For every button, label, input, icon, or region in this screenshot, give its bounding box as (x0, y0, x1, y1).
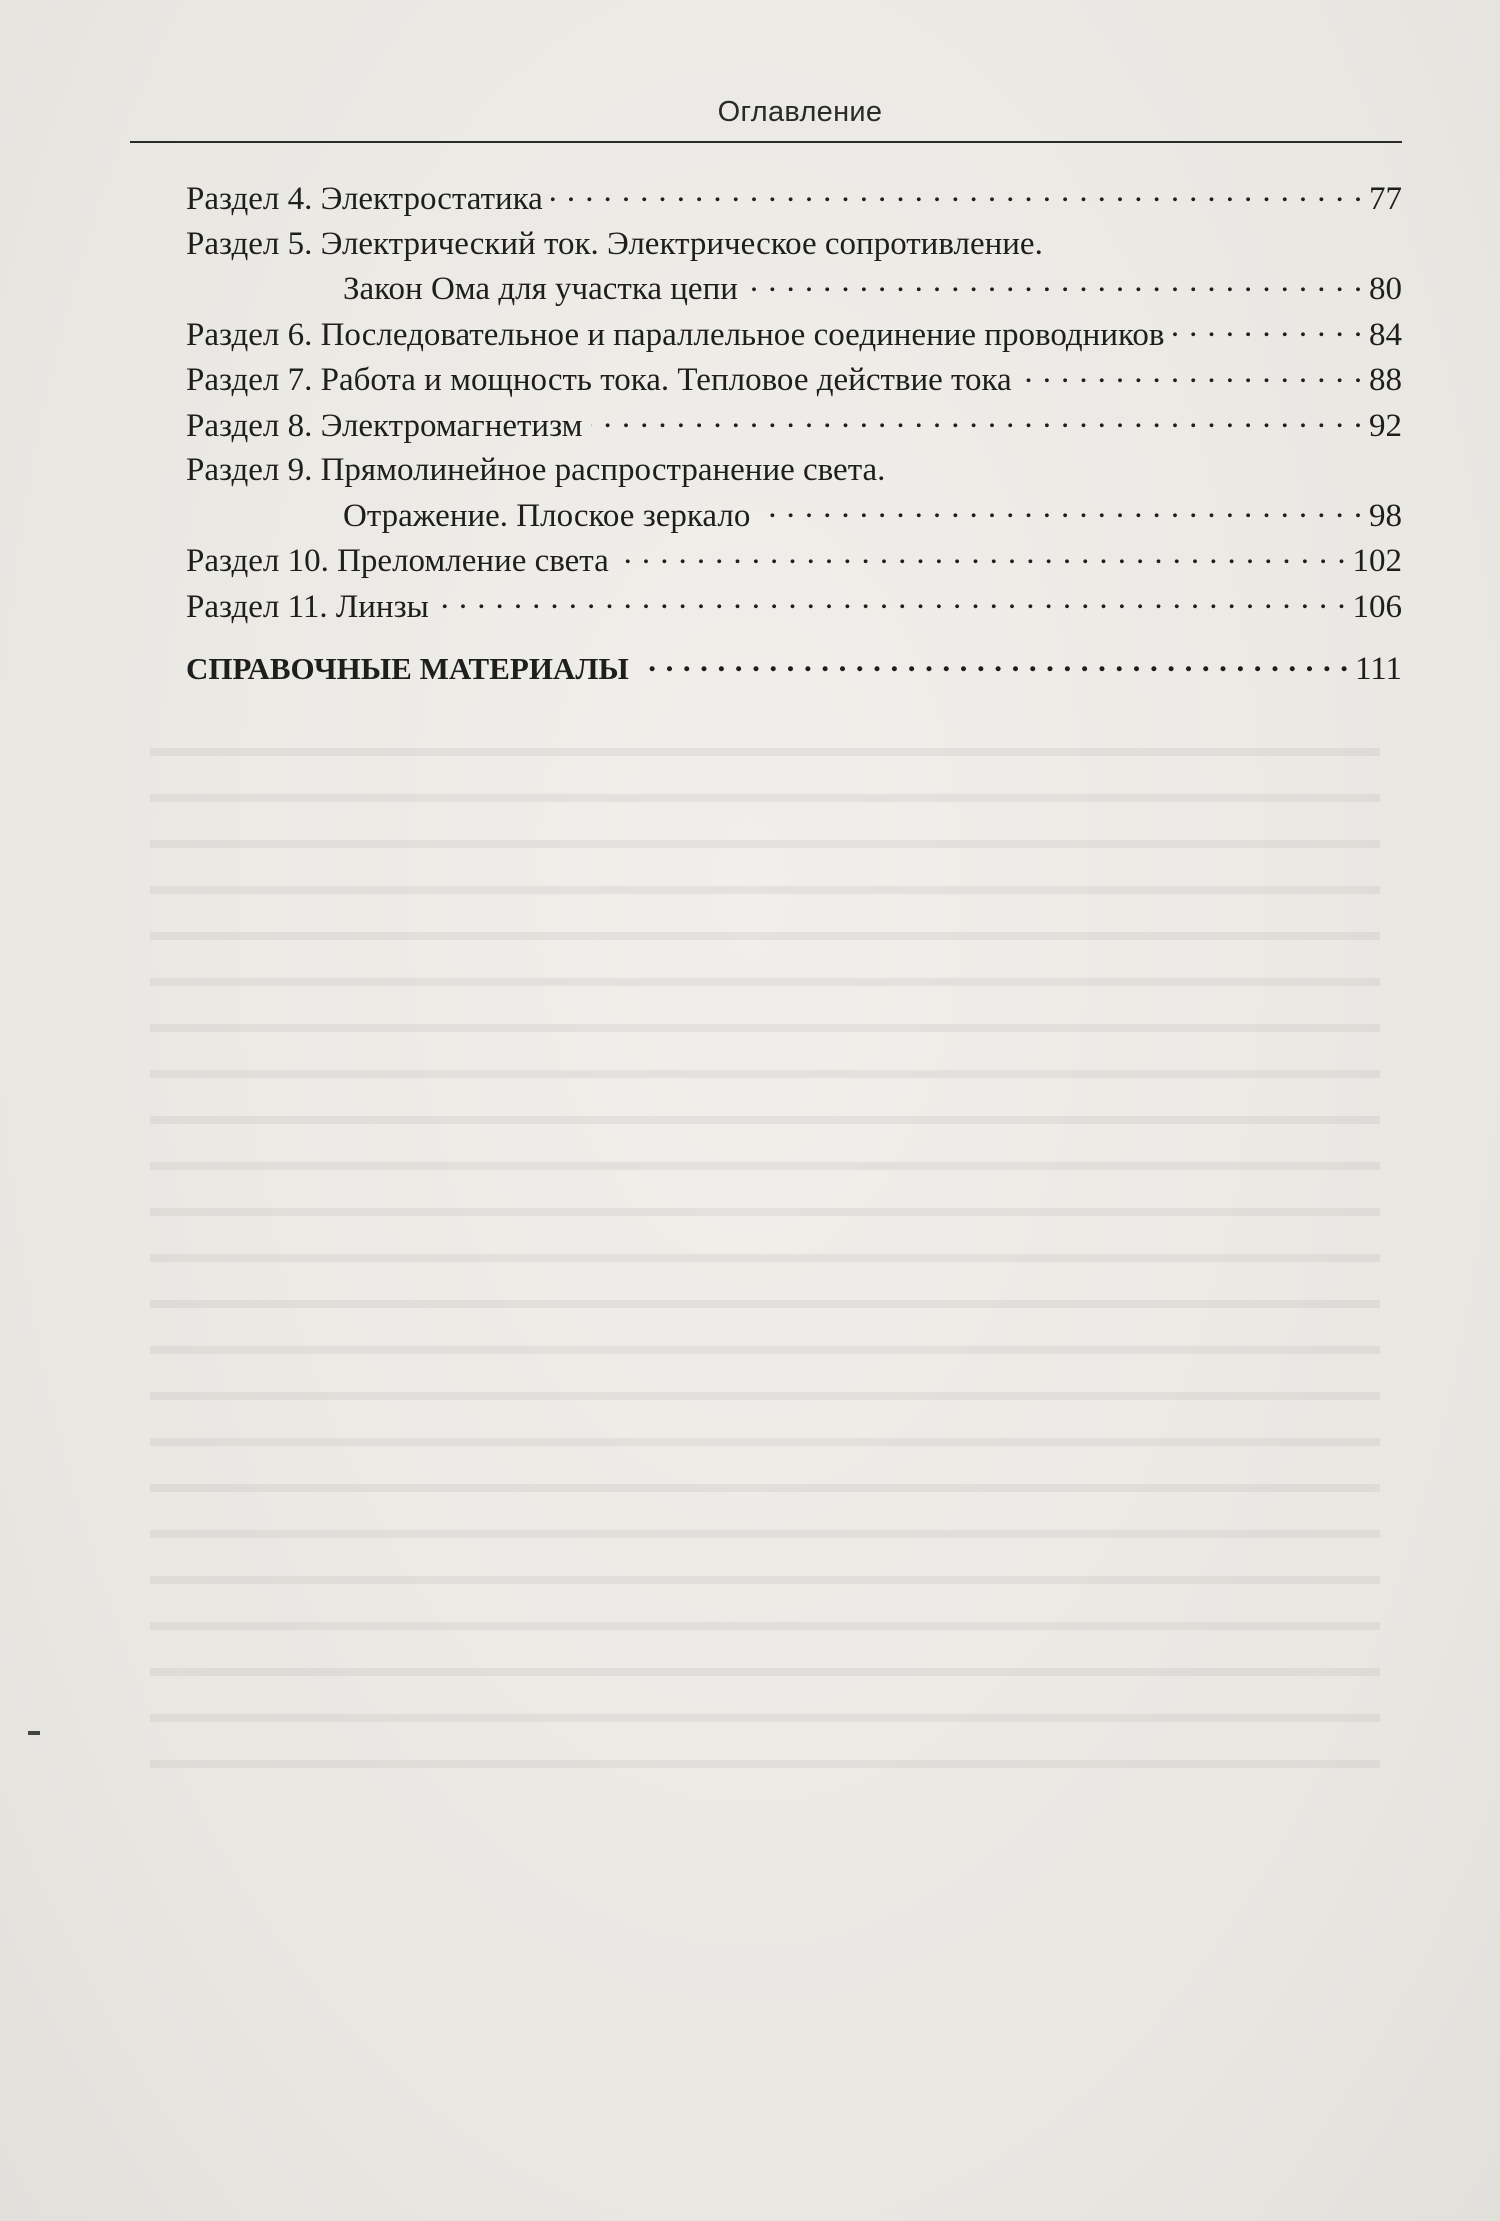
dot-leader (437, 584, 1347, 617)
toc-page-number: 88 (1369, 362, 1402, 398)
dot-leader (1020, 357, 1363, 390)
toc-entry-title: Раздел 7. Работа и мощность тока. Тепловое действие тока (186, 362, 1012, 398)
table-of-contents (186, 176, 1402, 692)
toc-page-number: 92 (1369, 407, 1402, 444)
toc-entry-title: Раздел 10. Преломление света (186, 543, 609, 579)
toc-entry-title-continued: Отражение. Плоское зеркало (343, 497, 751, 534)
toc-page-number: 111 (1354, 651, 1402, 687)
toc-entry-reference-materials (186, 647, 1402, 692)
dot-leader (617, 538, 1347, 571)
toc-entry-title: Раздел 9. Прямолинейное распространение света. (186, 452, 886, 488)
toc-page-number: 98 (1369, 497, 1402, 534)
toc-entry-title: Раздел 11. Линзы (186, 588, 429, 625)
dot-leader (1168, 312, 1363, 345)
toc-entry-title: Раздел 5. Электрический ток. Электрическое сопротивление. (186, 225, 1043, 262)
toc-entry-title-continued: Закон Ома для участка цепи (343, 271, 738, 307)
toc-entry-section-5 (186, 222, 1402, 312)
toc-entry-section-7 (186, 357, 1402, 403)
toc-entry-title: СПРАВОЧНЫЕ МАТЕРИАЛЫ (186, 651, 629, 686)
dot-leader (746, 266, 1363, 299)
toc-entry-section-4 (186, 176, 1402, 222)
dot-leader (551, 176, 1363, 209)
print-mark (28, 1731, 40, 1735)
toc-page-number: 102 (1352, 543, 1402, 579)
toc-entry-title: Раздел 4. Электростатика (186, 181, 543, 217)
toc-entry-section-6 (186, 312, 1402, 358)
toc-entry-section-11 (186, 584, 1402, 630)
toc-page-number: 80 (1369, 271, 1402, 307)
toc-page-number: 84 (1369, 316, 1402, 353)
toc-entry-title: Раздел 6. Последовательное и параллельное соединение проводников (186, 316, 1165, 353)
dot-leader (758, 493, 1363, 526)
toc-page-number: 77 (1369, 181, 1402, 217)
running-head: Оглавление (717, 96, 883, 128)
show-through-text (150, 720, 1380, 1770)
header-rule (130, 141, 1402, 143)
toc-entry-section-8 (186, 403, 1402, 449)
toc-page-number: 106 (1352, 588, 1402, 625)
dot-leader (645, 648, 1349, 679)
dot-leader (591, 403, 1363, 436)
toc-entry-section-10 (186, 538, 1402, 584)
toc-entry-title: Раздел 8. Электромагнетизм (186, 407, 583, 444)
toc-entry-section-9 (186, 448, 1402, 538)
